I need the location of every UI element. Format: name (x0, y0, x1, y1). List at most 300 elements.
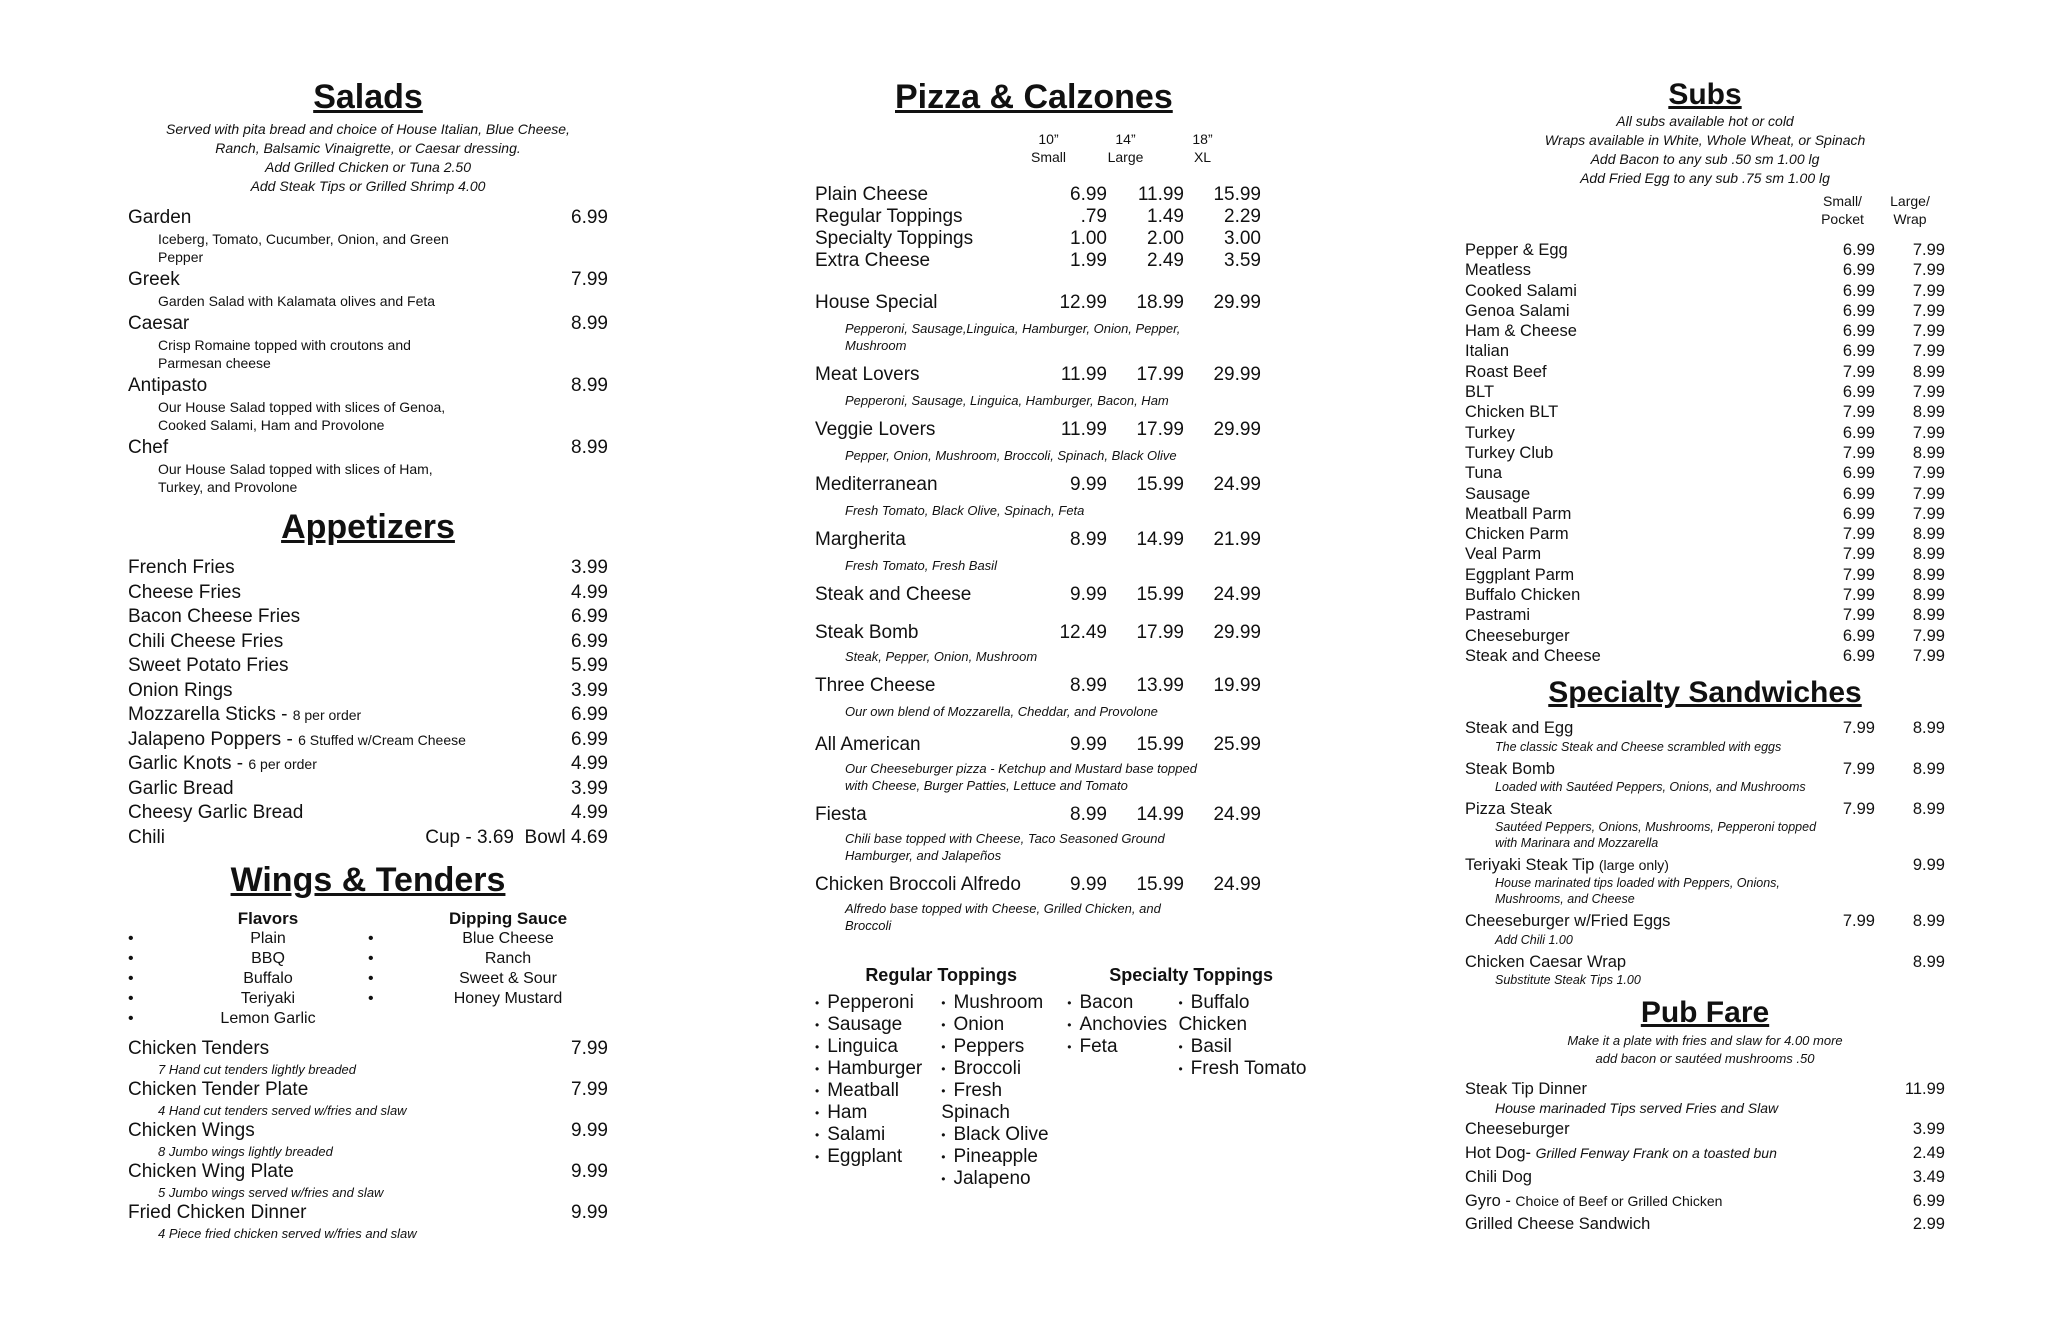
item-note: 8 per order (292, 707, 362, 723)
price-large: 8.99 (1912, 952, 1945, 971)
size-large (1087, 130, 1164, 166)
size-label: XL (1193, 149, 1212, 165)
topping-item: • Jalapeno (941, 1168, 1067, 1190)
price-small: 6.99 (1842, 383, 1875, 402)
pizza-special[interactable] (815, 419, 1315, 464)
item-name: Meat Lovers (815, 364, 920, 385)
item-name: Plain Cheese (815, 184, 929, 205)
sandwich-item[interactable] (1465, 911, 1945, 947)
item-name: BLT (1465, 383, 1495, 402)
topping-item: • Pineapple (941, 1146, 1067, 1168)
menu-item[interactable] (128, 1078, 608, 1119)
item-name: Chili (128, 826, 165, 848)
item-desc: House marinated tips loaded with Peppers, Onions, Mushrooms, and Cheese (1495, 876, 1780, 907)
price-small: 6.99 (1842, 464, 1875, 483)
item-desc: House marinaded Tips served Fries and Slaw (1495, 1100, 1779, 1117)
item-name: Garlic Knots - (128, 753, 249, 774)
price-xl: 3.59 (1224, 250, 1261, 271)
pizza-heading: Pizza & Calzones (895, 78, 1173, 116)
item-note: 6 Stuffed w/Cream Cheese (298, 731, 466, 748)
item-desc: Fresh Tomato, Fresh Basil (845, 558, 997, 573)
pizza-special[interactable] (815, 364, 1315, 409)
pizza-row[interactable] (815, 250, 1315, 272)
pizza-special[interactable] (815, 292, 1315, 354)
col-label: Large/ (1890, 193, 1930, 209)
specialty-toppings-heading: Specialty Toppings (1109, 965, 1273, 985)
col-label: Wrap (1893, 211, 1927, 227)
item-price: 5.99 (571, 655, 608, 676)
sub-row[interactable] (1465, 524, 1945, 544)
item-price: 7.99 (571, 1079, 608, 1100)
item-price: 7.99 (571, 1038, 608, 1059)
sauce-item: Honey Mustard (453, 990, 563, 1007)
item-price: 2.49 (1912, 1144, 1945, 1163)
price-small: 6.99 (1070, 184, 1107, 205)
subs-heading: Subs (1668, 78, 1742, 111)
price-large: 8.99 (1912, 403, 1945, 422)
sub-row[interactable] (1465, 443, 1945, 463)
pizza-row[interactable] (815, 206, 1315, 228)
price-xl: 25.99 (1213, 734, 1261, 755)
specialty-toppings (1067, 964, 1315, 1190)
pizza-row[interactable] (815, 184, 1315, 206)
pizza-special[interactable] (815, 529, 1315, 574)
price-small: 9.99 (1070, 584, 1107, 605)
price-large: 14.99 (1136, 529, 1184, 550)
menu-item[interactable] (128, 1037, 608, 1078)
price-small: 11.99 (1060, 364, 1107, 385)
sub-row[interactable] (1465, 240, 1945, 260)
item-name: Greek (128, 269, 180, 290)
flavors-list (128, 909, 368, 1029)
item-desc: 4 Piece fried chicken served w/fries and slaw (158, 1226, 417, 1241)
item-name: Caesar (128, 313, 190, 334)
sub-row[interactable] (1465, 362, 1945, 382)
item-name: Pepper & Egg (1465, 241, 1568, 259)
topping-item: • Broccoli (941, 1058, 1067, 1080)
price-small: 1.00 (1070, 228, 1107, 249)
price-xl: 29.99 (1213, 292, 1261, 313)
price-small: 12.99 (1059, 292, 1107, 313)
subs-list (1465, 240, 1945, 666)
item-name: Chicken Wing Plate (128, 1161, 294, 1182)
regular-toppings-heading: Regular Toppings (865, 965, 1017, 985)
topping-item: • Peppers (941, 1036, 1067, 1058)
topping-item: • Ham (815, 1102, 941, 1124)
price-large: 11.99 (1137, 184, 1184, 205)
item-desc: Alfredo base topped with Cheese, Grilled Chicken, and Broccoli (845, 901, 1161, 933)
item-name: Fried Chicken Dinner (128, 1202, 307, 1223)
sandwich-item[interactable] (1465, 855, 1945, 907)
item-name: Garden (128, 207, 192, 228)
item-name: Sausage (1465, 484, 1531, 503)
menu-item[interactable] (128, 679, 608, 704)
sauce-item: Sweet & Sour (459, 970, 557, 987)
bullet-column: • • • • (368, 930, 374, 1007)
item-desc: 4 Hand cut tenders served w/fries and slaw (158, 1103, 407, 1118)
item-desc: Loaded with Sautéed Peppers, Onions, and Mushrooms (1495, 779, 1806, 794)
item-name: All American (815, 734, 921, 755)
item-name: Italian (1465, 342, 1510, 361)
item-desc: Substitute Steak Tips 1.00 (1495, 973, 1641, 988)
item-name: Chicken Broccoli Alfredo (815, 874, 1021, 895)
price-small: 7.99 (1842, 525, 1875, 544)
price-small: 7.99 (1842, 759, 1875, 778)
pizza-special[interactable] (815, 874, 1315, 934)
item-name: Meatball Parm (1465, 504, 1572, 523)
item-desc: Our own blend of Mozzarella, Cheddar, and Provolone (845, 704, 1158, 719)
topping-item: • Sausage (815, 1014, 941, 1036)
price-small: 7.99 (1842, 586, 1875, 605)
price-small: 7.99 (1842, 606, 1875, 625)
item-name: Ham & Cheese (1465, 322, 1577, 341)
item-desc: Garden Salad with Kalamata olives and Feta (158, 293, 436, 309)
price-xl: 2.29 (1224, 206, 1261, 227)
wings-heading: Wings & Tenders (230, 861, 506, 899)
price-large: 7.99 (1912, 342, 1945, 361)
sub-row[interactable] (1465, 341, 1945, 361)
sandwich-item[interactable] (1465, 799, 1945, 851)
size-small (1010, 130, 1087, 166)
pub-item[interactable] (1465, 1142, 1945, 1164)
topping-item: • Salami (815, 1124, 941, 1146)
price-small: 6.99 (1842, 342, 1875, 361)
price-xl: 3.00 (1224, 228, 1261, 249)
item-price: 3.99 (571, 679, 608, 701)
item-name: Chicken Tenders (128, 1038, 270, 1059)
sandwich-item[interactable] (1465, 718, 1945, 754)
item-price: 3.99 (1912, 1120, 1945, 1139)
price-large: 7.99 (1912, 383, 1945, 402)
item-name: Regular Toppings (815, 206, 963, 227)
pub-item[interactable] (1465, 1118, 1945, 1140)
pub-item[interactable] (1465, 1214, 1945, 1234)
salads-note-line: Add Grilled Chicken or Tuna 2.50 (265, 159, 471, 175)
wings-list (128, 1037, 608, 1242)
item-name: Bacon Cheese Fries (128, 606, 301, 627)
item-name: Mozzarella Sticks - (128, 704, 293, 725)
item-name: Tuna (1465, 464, 1502, 483)
topping-item: • Mushroom (941, 992, 1067, 1014)
price-large: 7.99 (1912, 504, 1945, 523)
price-small: 7.99 (1842, 362, 1875, 381)
pizza-row[interactable] (815, 228, 1315, 250)
item-name: Margherita (815, 529, 906, 550)
topping-item: • Hamburger (815, 1058, 941, 1080)
price-xl: 24.99 (1213, 474, 1261, 495)
menu-item[interactable] (128, 268, 608, 310)
flavor-item: BBQ (251, 950, 285, 967)
sauces-list (368, 909, 608, 1029)
item-desc: 5 Jumbo wings served w/fries and slaw (158, 1185, 384, 1200)
item-price: 9.99 (571, 1161, 608, 1182)
item-name: Hot Dog- (1465, 1144, 1536, 1163)
sauce-heading: Dipping Sauce (448, 909, 568, 928)
item-name: Specialty Toppings (815, 228, 974, 249)
menu-item[interactable] (128, 206, 608, 266)
item-name: French Fries (128, 557, 235, 578)
item-name: Teriyaki Steak Tip (1465, 856, 1599, 875)
item-price: 8.99 (571, 375, 608, 396)
price-large: 15.99 (1136, 474, 1184, 495)
subs-note-line: All subs available hot or cold (1616, 113, 1794, 129)
sandwich-item[interactable] (1465, 759, 1945, 795)
sub-row[interactable] (1465, 382, 1945, 402)
sub-row[interactable] (1465, 565, 1945, 585)
menu-item[interactable] (128, 1201, 608, 1242)
item-price: 4.99 (571, 581, 608, 603)
flavor-item: Buffalo (243, 970, 293, 987)
item-name: Cheeseburger (1465, 626, 1570, 645)
price-small: 9.99 (1070, 474, 1107, 495)
item-name: Gyro - (1465, 1192, 1516, 1211)
col-large-wrap (1875, 192, 1945, 228)
size-inch: 14” (1115, 131, 1136, 147)
sub-row[interactable] (1465, 423, 1945, 443)
pub-item[interactable] (1465, 1166, 1945, 1188)
pizza-base-table (815, 184, 1315, 272)
item-name: Steak and Cheese (815, 584, 972, 605)
price-large: 8.99 (1912, 799, 1945, 818)
price-small: 8.99 (1070, 529, 1107, 550)
price-small: 6.99 (1842, 281, 1875, 300)
item-price: 3.49 (1912, 1168, 1945, 1187)
topping-item: • Feta (1067, 1036, 1178, 1058)
topping-item: • Black Olive (941, 1124, 1067, 1146)
price-large: 17.99 (1136, 419, 1184, 440)
price-large: 8.99 (1912, 759, 1945, 778)
item-note: 6 per order (248, 756, 317, 772)
subs-note-line: Add Bacon to any sub .50 sm 1.00 lg (1590, 151, 1820, 167)
topping-item: • Buffalo Chicken (1178, 992, 1315, 1036)
pub-item[interactable] (1465, 1190, 1945, 1212)
price-large: 7.99 (1912, 464, 1945, 483)
sub-row[interactable] (1465, 646, 1945, 666)
menu-item[interactable] (128, 630, 608, 655)
sub-row[interactable] (1465, 301, 1945, 321)
price-large: 7.99 (1912, 301, 1945, 320)
menu-item[interactable] (128, 312, 608, 372)
price-xl: 29.99 (1213, 419, 1261, 440)
item-desc: Sautéed Peppers, Onions, Mushrooms, Pepperoni topped with Marinara and Mozzarella (1495, 820, 1817, 851)
chili-bowl-price: Bowl 4.69 (524, 826, 608, 848)
menu-item[interactable] (128, 801, 608, 826)
sub-row[interactable] (1465, 402, 1945, 422)
price-large: 8.99 (1912, 606, 1945, 625)
pizza-special[interactable] (815, 474, 1315, 519)
salads-note-line: Add Steak Tips or Grilled Shrimp 4.00 (250, 178, 486, 194)
price-xl: 15.99 (1213, 184, 1261, 205)
size-inch: 18” (1192, 131, 1213, 147)
price-large: 7.99 (1912, 322, 1945, 341)
col-label: Pocket (1821, 211, 1864, 227)
price-large: 7.99 (1912, 261, 1945, 280)
item-desc: Steak, Pepper, Onion, Mushroom (845, 649, 1038, 664)
salads-note-line: Ranch, Balsamic Vinaigrette, or Caesar dressing. (215, 140, 521, 156)
item-note: Choice of Beef or Grilled Chicken (1515, 1193, 1723, 1210)
size-label: Large (1107, 149, 1144, 165)
price-large: 2.49 (1147, 250, 1184, 271)
subs-note-line: Wraps available in White, Whole Wheat, or Spinach (1544, 132, 1866, 148)
right-column (1465, 70, 1945, 1234)
price-small: 11.99 (1060, 419, 1107, 440)
price-large: 8.99 (1912, 545, 1945, 564)
price-xl: 29.99 (1213, 364, 1261, 385)
sandwich-item[interactable] (1465, 952, 1945, 988)
item-price: 8.99 (571, 313, 608, 334)
regular-toppings (815, 964, 1067, 1190)
chili-item[interactable] (128, 826, 608, 850)
pizza-specials (815, 292, 1315, 934)
price-large: 8.99 (1912, 362, 1945, 381)
pizza-special[interactable] (815, 622, 1315, 665)
item-name: Cheeseburger (1465, 1120, 1570, 1139)
price-large: 8.99 (1912, 525, 1945, 544)
price-small: 6.99 (1842, 504, 1875, 523)
price-small (1820, 855, 1875, 875)
topping-item: • Eggplant (815, 1146, 941, 1168)
price-small: 7.99 (1842, 443, 1875, 462)
item-desc: Add Chili 1.00 (1495, 932, 1573, 947)
price-large: 14.99 (1136, 804, 1184, 825)
sub-row[interactable] (1465, 463, 1945, 483)
bullet-column: • • • • • (128, 930, 134, 1027)
menu-item[interactable] (128, 605, 608, 630)
price-large: 13.99 (1136, 675, 1184, 696)
subs-note-line: Add Fried Egg to any sub .75 sm 1.00 lg (1580, 170, 1830, 186)
item-name: Veggie Lovers (815, 419, 936, 440)
pub-note (1465, 1032, 1945, 1068)
item-name: Three Cheese (815, 675, 936, 696)
item-name: Cooked Salami (1465, 281, 1577, 300)
item-price: 4.99 (571, 802, 608, 823)
topping-item: • Anchovies (1067, 1014, 1178, 1036)
topping-item: • Fresh Spinach (941, 1080, 1067, 1124)
sub-row[interactable] (1465, 260, 1945, 280)
price-small: 6.99 (1842, 484, 1875, 503)
item-name: Meatless (1465, 261, 1532, 280)
item-note: Grilled Fenway Frank on a toasted bun (1535, 1145, 1777, 1162)
price-small: 8.99 (1070, 675, 1107, 696)
subs-size-header (1465, 192, 1945, 228)
specialty-list (1465, 718, 1945, 988)
item-desc: Chili base topped with Cheese, Taco Seasoned Ground Hamburger, and Jalapeños (845, 831, 1165, 863)
pizza-special[interactable] (815, 734, 1315, 794)
price-large: 8.99 (1912, 719, 1945, 738)
item-name: Cheeseburger w/Fried Eggs (1465, 912, 1671, 931)
item-name: Steak Tip Dinner (1465, 1080, 1587, 1099)
price-small: 6.99 (1842, 301, 1875, 320)
item-desc: Fresh Tomato, Black Olive, Spinach, Feta (845, 503, 1085, 518)
item-name: Garlic Bread (128, 777, 234, 799)
menu-item[interactable] (128, 1119, 608, 1160)
price-small: 6.99 (1842, 646, 1875, 665)
toppings-block (815, 964, 1315, 1190)
price-small: 7.99 (1842, 545, 1875, 564)
price-small: 6.99 (1842, 261, 1875, 280)
price-small (1820, 952, 1875, 972)
price-xl: 29.99 (1213, 622, 1261, 643)
sub-row[interactable] (1465, 544, 1945, 564)
flavors-heading: Flavors (237, 909, 299, 928)
pizza-special[interactable] (815, 584, 1315, 606)
pizza-special[interactable] (815, 675, 1315, 720)
topping-item: • Linguica (815, 1036, 941, 1058)
menu-item[interactable] (128, 777, 608, 802)
sub-row[interactable] (1465, 504, 1945, 524)
price-xl: 24.99 (1213, 804, 1261, 825)
sub-row[interactable] (1465, 585, 1945, 605)
menu-item[interactable] (128, 728, 608, 753)
menu-item[interactable] (128, 703, 608, 728)
price-large: 7.99 (1912, 626, 1945, 645)
item-name: Cheese Fries (128, 581, 241, 603)
topping-item: • Meatball (815, 1080, 941, 1102)
price-small: 7.99 (1842, 565, 1875, 584)
sub-row[interactable] (1465, 605, 1945, 625)
menu-item[interactable] (128, 654, 608, 679)
pub-note-line: add bacon or sautéed mushrooms .50 (1595, 1051, 1815, 1067)
item-name: Antipasto (128, 375, 208, 396)
price-small: 6.99 (1842, 322, 1875, 341)
col-small-pocket (1810, 192, 1875, 228)
item-name: Mediterranean (815, 474, 938, 495)
price-small: 9.99 (1070, 734, 1107, 755)
item-price: 3.99 (571, 557, 608, 578)
item-price: 6.99 (571, 704, 608, 725)
price-large: 8.99 (1912, 912, 1945, 931)
price-small: 6.99 (1842, 241, 1875, 259)
item-desc: Our House Salad topped with slices of Genoa, Cooked Salami, Ham and Provolone (158, 399, 446, 433)
sub-row[interactable] (1465, 281, 1945, 301)
menu-item[interactable] (128, 752, 608, 777)
pizza-special[interactable] (815, 804, 1315, 864)
item-name: Genoa Salami (1465, 301, 1570, 320)
item-name: Steak and Egg (1465, 719, 1574, 738)
item-name: Veal Parm (1465, 545, 1542, 564)
item-name: Buffalo Chicken (1465, 586, 1581, 605)
menu-item[interactable] (128, 581, 608, 606)
menu-item[interactable] (128, 1160, 608, 1201)
flavor-sauce-block (128, 909, 608, 1029)
flavor-item: Lemon Garlic (220, 1010, 316, 1027)
item-name: House Special (815, 292, 938, 313)
item-name: Cheesy Garlic Bread (128, 802, 304, 823)
sub-row[interactable] (1465, 484, 1945, 504)
item-name: Chili Dog (1465, 1168, 1532, 1187)
sub-row[interactable] (1465, 321, 1945, 341)
price-large: 8.99 (1912, 565, 1945, 584)
menu-item[interactable] (128, 556, 608, 581)
price-small: 6.99 (1842, 423, 1875, 442)
col-label: Small/ (1823, 193, 1862, 209)
left-column (128, 70, 608, 1242)
item-name: Steak Bomb (815, 622, 919, 643)
menu-item[interactable] (128, 374, 608, 434)
pub-item[interactable] (1465, 1078, 1945, 1116)
size-label: Small (1030, 149, 1066, 165)
item-price: 2.99 (1912, 1215, 1945, 1234)
price-large: 17.99 (1136, 622, 1184, 643)
menu-item[interactable] (128, 436, 608, 496)
item-note: (large only) (1598, 857, 1669, 874)
item-name: Jalapeno Poppers - (128, 728, 299, 750)
sub-row[interactable] (1465, 626, 1945, 646)
pub-note-line: Make it a plate with fries and slaw for 4.00 more (1567, 1033, 1843, 1049)
item-price: 6.99 (1912, 1192, 1945, 1211)
item-desc: Pepperoni, Sausage,Linguica, Hamburger, Onion, Pepper, Mushroom (845, 321, 1181, 353)
item-name: Chicken Parm (1465, 525, 1569, 544)
